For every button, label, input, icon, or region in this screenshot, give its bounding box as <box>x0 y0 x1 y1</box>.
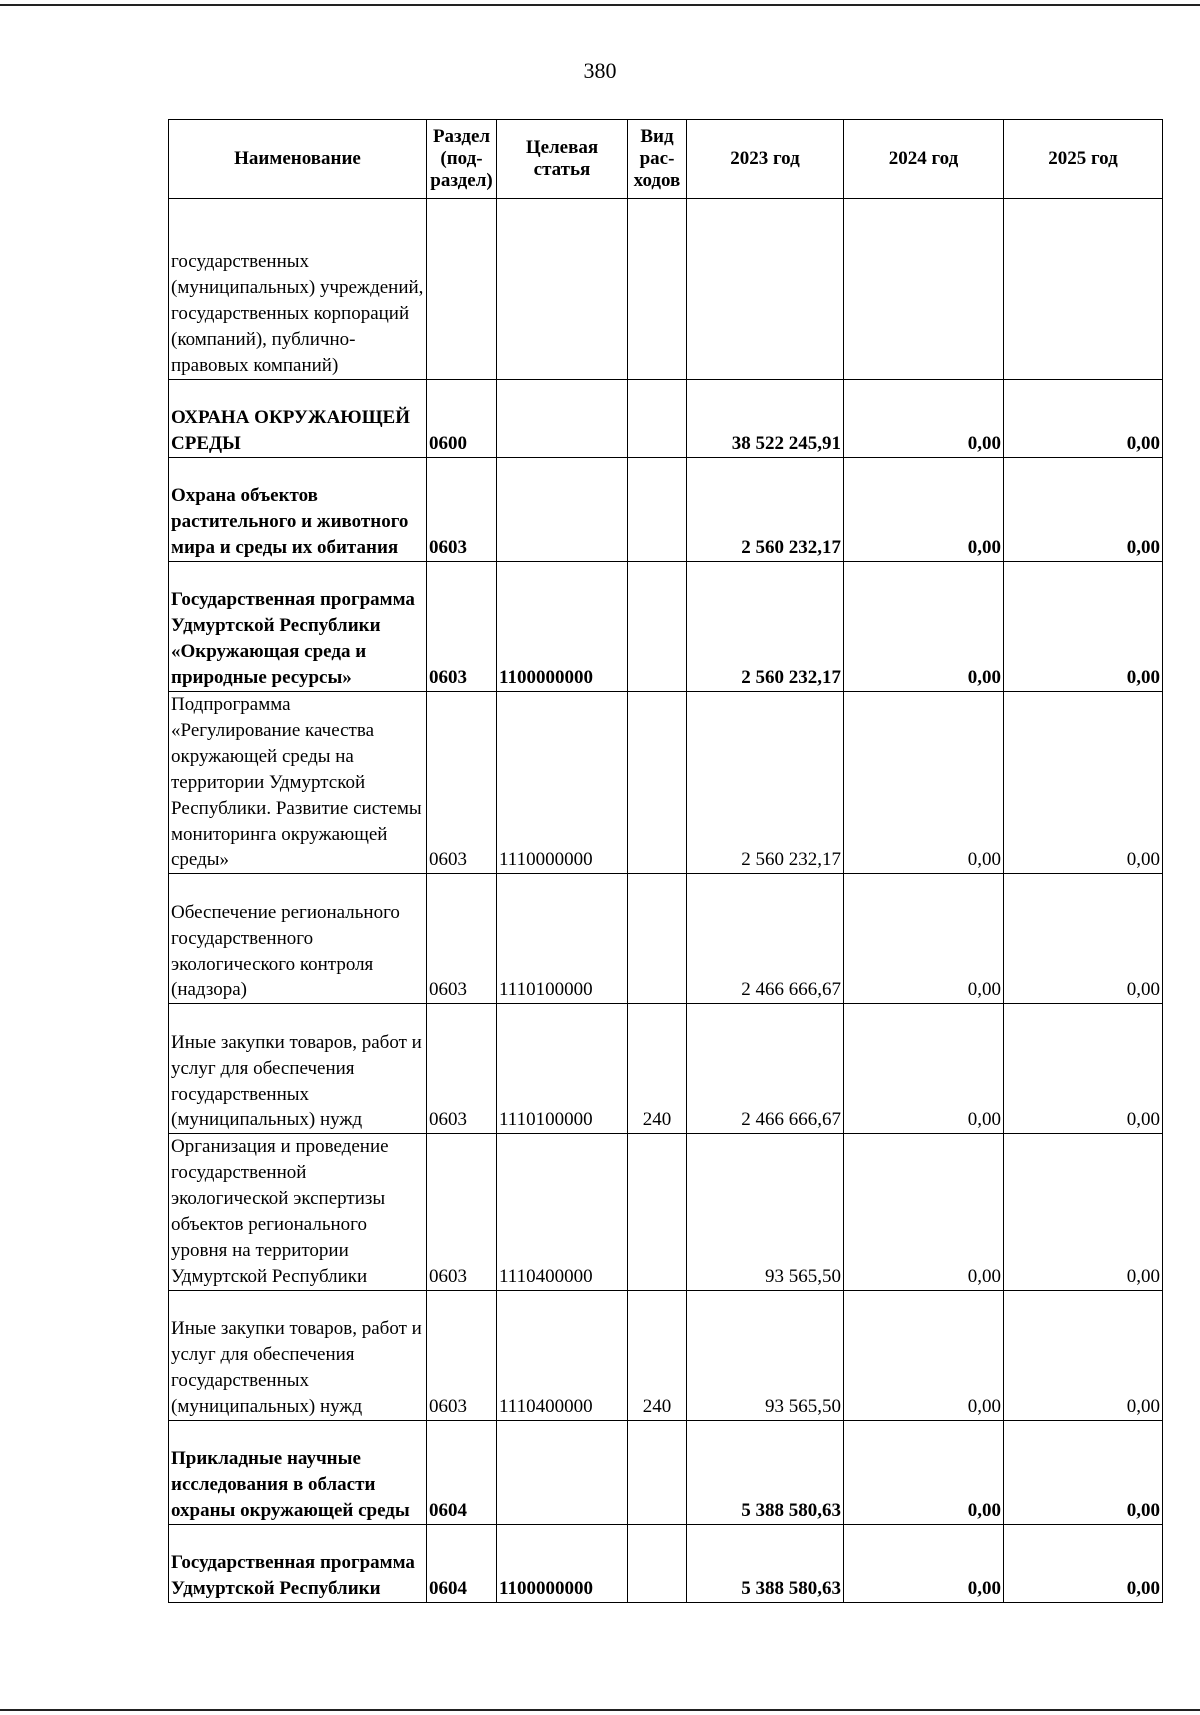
row-section: 0600 <box>427 380 497 458</box>
header-target: Целевая статья <box>497 120 628 199</box>
row-name: Охрана объектов растительного и животного мира и среды их обитания <box>169 458 427 562</box>
row-2025: 0,00 <box>1004 380 1163 458</box>
row-section: 0604 <box>427 1420 497 1524</box>
table-header-row <box>169 120 1163 199</box>
row-2023: 2 560 232,17 <box>687 458 844 562</box>
budget-table <box>168 119 1163 1603</box>
row-kind <box>628 458 687 562</box>
row-2025: 0,00 <box>1004 458 1163 562</box>
table-row <box>169 1524 1163 1602</box>
row-target: 1110100000 <box>497 874 628 1004</box>
row-section: 0603 <box>427 1004 497 1134</box>
row-2023: 2 466 666,67 <box>687 1004 844 1134</box>
row-2024: 0,00 <box>844 1524 1004 1602</box>
row-name: Организация и проведение государственной экологической экспертизы объектов регионального уровня на территории Удмуртской Республики <box>169 1134 427 1290</box>
row-name: Обеспечение регионального государственного экологического контроля (надзора) <box>169 874 427 1004</box>
row-target: 1110000000 <box>497 692 628 874</box>
table-row <box>169 874 1163 1004</box>
row-section: 0603 <box>427 562 497 692</box>
row-2025: 0,00 <box>1004 1134 1163 1290</box>
table-row <box>169 458 1163 562</box>
header-kind: Вид рас-ходов <box>628 120 687 199</box>
row-2025: 0,00 <box>1004 562 1163 692</box>
row-target <box>497 458 628 562</box>
row-name: Прикладные научные исследования в области охраны окружающей среды <box>169 1420 427 1524</box>
row-section: 0603 <box>427 692 497 874</box>
row-2024: 0,00 <box>844 874 1004 1004</box>
row-2023: 2 560 232,17 <box>687 562 844 692</box>
row-2024: 0,00 <box>844 1134 1004 1290</box>
row-target: 1110400000 <box>497 1290 628 1420</box>
table-row <box>169 1420 1163 1524</box>
row-2024: 0,00 <box>844 1290 1004 1420</box>
row-2023: 93 565,50 <box>687 1134 844 1290</box>
header-2025: 2025 год <box>1004 120 1163 199</box>
row-kind <box>628 692 687 874</box>
row-target: 1110400000 <box>497 1134 628 1290</box>
row-2025: 0,00 <box>1004 1420 1163 1524</box>
row-target: 1100000000 <box>497 1524 628 1602</box>
row-section: 0604 <box>427 1524 497 1602</box>
row-kind <box>628 1524 687 1602</box>
row-2024: 0,00 <box>844 562 1004 692</box>
row-kind <box>628 562 687 692</box>
row-2023: 38 522 245,91 <box>687 380 844 458</box>
row-kind <box>628 1420 687 1524</box>
row-kind <box>628 1134 687 1290</box>
row-2023: 5 388 580,63 <box>687 1420 844 1524</box>
row-kind <box>628 199 687 380</box>
table-row <box>169 562 1163 692</box>
row-name: Государственная программа Удмуртской Республики «Окружающая среда и природные ресурсы» <box>169 562 427 692</box>
row-name: Государственная программа Удмуртской Республики <box>169 1524 427 1602</box>
page-number: 380 <box>583 58 617 83</box>
row-kind <box>628 380 687 458</box>
row-section: 0603 <box>427 458 497 562</box>
row-2024: 0,00 <box>844 380 1004 458</box>
row-2024: 0,00 <box>844 1420 1004 1524</box>
row-section <box>427 199 497 380</box>
row-2024: 0,00 <box>844 1004 1004 1134</box>
row-kind <box>628 874 687 1004</box>
row-2024 <box>844 199 1004 380</box>
row-name: Иные закупки товаров, работ и услуг для обеспечения государственных (муниципальных) нужд <box>169 1290 427 1420</box>
row-target <box>497 1420 628 1524</box>
row-kind: 240 <box>628 1004 687 1134</box>
row-target <box>497 380 628 458</box>
row-kind: 240 <box>628 1290 687 1420</box>
table-row <box>169 1004 1163 1134</box>
header-2024: 2024 год <box>844 120 1004 199</box>
row-2023: 2 466 666,67 <box>687 874 844 1004</box>
table-row <box>169 1134 1163 1290</box>
row-2023 <box>687 199 844 380</box>
row-2023: 93 565,50 <box>687 1290 844 1420</box>
row-2024: 0,00 <box>844 692 1004 874</box>
row-section: 0603 <box>427 1134 497 1290</box>
header-section: Раздел (под-раздел) <box>427 120 497 199</box>
table-row <box>169 199 1163 380</box>
row-name: Подпрограмма «Регулирование качества окружающей среды на территории Удмуртской Республики. Развитие системы мониторинга окружающей среды» <box>169 692 427 874</box>
row-section: 0603 <box>427 1290 497 1420</box>
row-2025: 0,00 <box>1004 692 1163 874</box>
row-2023: 5 388 580,63 <box>687 1524 844 1602</box>
table-row <box>169 380 1163 458</box>
row-name: Иные закупки товаров, работ и услуг для обеспечения государственных (муниципальных) нужд <box>169 1004 427 1134</box>
row-2025: 0,00 <box>1004 1290 1163 1420</box>
row-name: ОХРАНА ОКРУЖАЮЩЕЙ СРЕДЫ <box>169 380 427 458</box>
row-section: 0603 <box>427 874 497 1004</box>
table-row <box>169 692 1163 874</box>
table-row <box>169 1290 1163 1420</box>
row-2025 <box>1004 199 1163 380</box>
header-2023: 2023 год <box>687 120 844 199</box>
row-2024: 0,00 <box>844 458 1004 562</box>
row-target <box>497 199 628 380</box>
bottom-border-line <box>0 1709 1200 1711</box>
row-name: государственных (муниципальных) учреждений, государственных корпораций (компаний), публично-правовых компаний) <box>169 199 427 380</box>
row-target: 1100000000 <box>497 562 628 692</box>
row-target: 1110100000 <box>497 1004 628 1134</box>
row-2023: 2 560 232,17 <box>687 692 844 874</box>
row-2025: 0,00 <box>1004 1524 1163 1602</box>
header-name: Наименование <box>169 120 427 199</box>
row-2025: 0,00 <box>1004 874 1163 1004</box>
top-border-line <box>0 4 1200 6</box>
row-2025: 0,00 <box>1004 1004 1163 1134</box>
